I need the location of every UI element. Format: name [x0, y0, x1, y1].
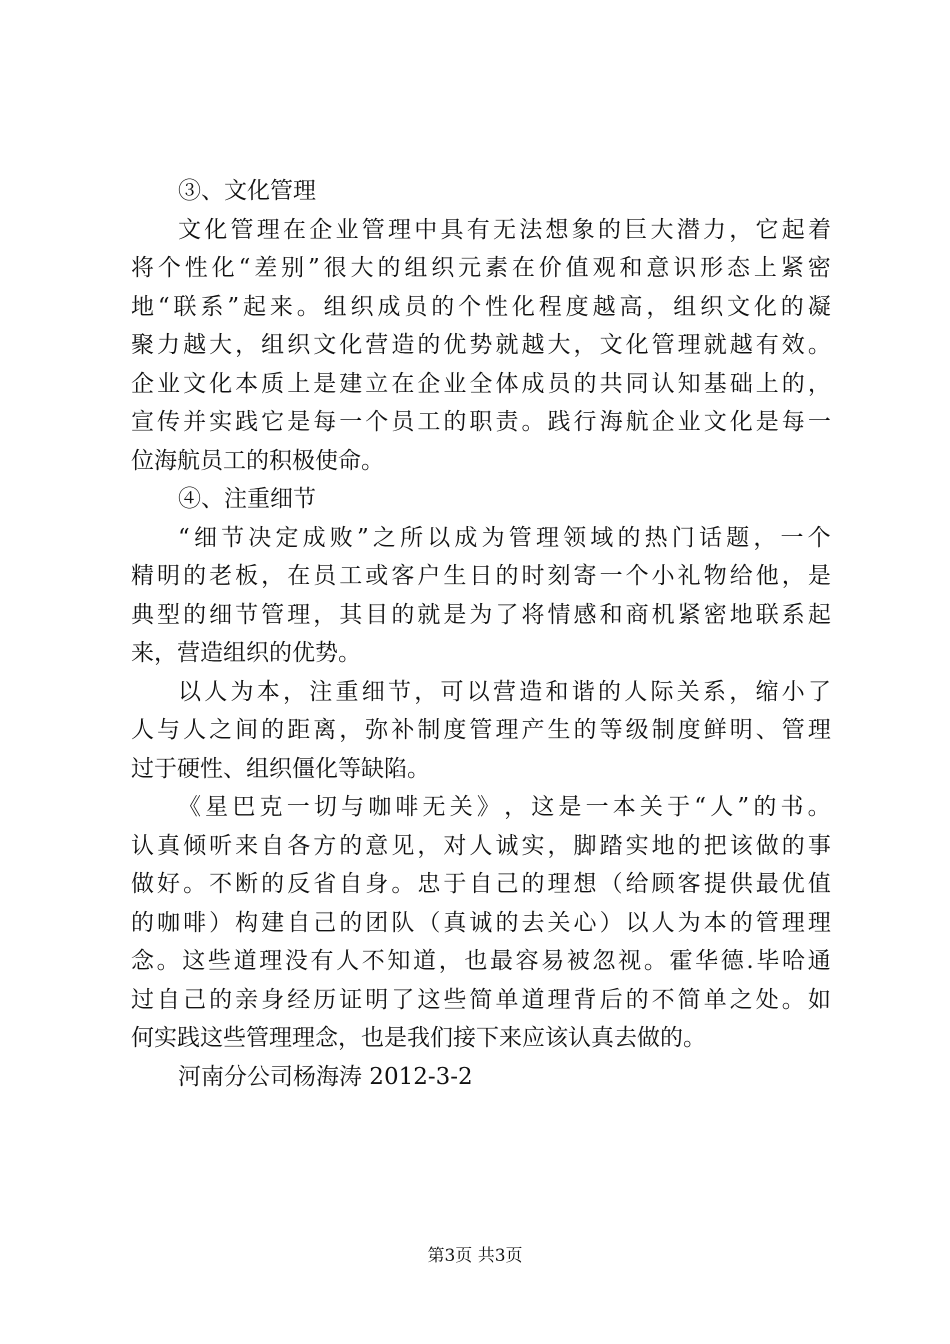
- text-line: 过 自 己 的 亲 身 经 历 证 明 了 这 些 简 单 道 理 背 后 的 不 简 单 之 处 。 如: [131, 986, 831, 1013]
- text-line: 文 化 管 理 在 企 业 管 理 中 具 有 无 法 想 象 的 巨 大 潜 力 ， 它 起 着: [178, 216, 831, 243]
- text-line: 典 型 的 细 节 管 理 ， 其 目 的 就 是 为 了 将 情 感 和 商 机 紧 密 地 联 系 起: [131, 601, 831, 628]
- text-line: 企 业 文 化 本 质 上 是 建 立 在 企 业 全 体 成 员 的 共 同 认 知 基 础 上 的 ，: [131, 370, 831, 397]
- text-line: 的 咖 啡 ） 构 建 自 己 的 团 队 （ 真 诚 的 去 关 心 ） 以 人 为 本 的 管 理 理: [131, 909, 831, 936]
- text-line: 来，营造组织的优势。: [131, 640, 361, 666]
- text-line: 过于硬性、组织僵化等缺陷。: [131, 755, 430, 782]
- text-line: 何实践这些管理理念，也是我们接下来应该认真去做的。: [131, 1025, 706, 1051]
- text-line: 精 明 的 老 板 ， 在 员 工 或 客 户 生 日 的 时 刻 寄 一 个 小 礼 物 给 他 ， 是: [131, 563, 831, 589]
- document-body: [131, 172, 831, 1096]
- text-line: ④、注重细节: [178, 486, 316, 512]
- text-line: 以 人 为 本 ， 注 重 细 节 ， 可 以 营 造 和 谐 的 人 际 关 系 ， 缩 小 了: [178, 678, 831, 705]
- paragraph: [131, 211, 831, 481]
- text-line: 将 个 性 化 “ 差 别 ” 很 大 的 组 织 元 素 在 价 值 观 和 意 识 形 态 上 紧 密: [131, 255, 831, 281]
- paragraph: [131, 519, 831, 673]
- paragraph: [131, 673, 831, 789]
- text-line: ③、文化管理: [178, 178, 316, 204]
- page-footer: 第3页 共3页: [427, 1246, 523, 1266]
- text-line: 宣 传 并 实 践 它 是 每 一 个 员 工 的 职 责 。 践 行 海 航 企 业 文 化 是 每 一: [131, 409, 831, 435]
- paragraph: [131, 788, 831, 1058]
- signature-line: [131, 1058, 831, 1097]
- text-line: 聚 力 越 大 ， 组 织 文 化 营 造 的 优 势 就 越 大 ， 文 化 管 理 就 越 有 效 。: [131, 332, 831, 358]
- text-line: 认 真 倾 听 来 自 各 方 的 意 见 ， 对 人 诚 实 ， 脚 踏 实 地 的 把 该 做 的 事: [131, 832, 831, 859]
- text-line: 位海航员工的积极使命。: [131, 447, 384, 474]
- text-line: 念 。 这 些 道 理 没 有 人 不 知 道 ， 也 最 容 易 被 忽 视 。 霍 华 德 . 毕 哈 通: [131, 948, 831, 974]
- section-heading: [131, 480, 831, 519]
- text-line: 《 星 巴 克 一 切 与 咖 啡 无 关 》 ， 这 是 一 本 关 于 “ 人 ” 的 书 。: [178, 794, 831, 820]
- text-line: “ 细 节 决 定 成 败 ” 之 所 以 成 为 管 理 领 域 的 热 门 话 题 ， 一 个: [178, 524, 831, 551]
- section-heading: [131, 172, 831, 211]
- text-line: 地 “ 联 系 ” 起 来 。 组 织 成 员 的 个 性 化 程 度 越 高 ， 组 织 文 化 的 凝: [131, 293, 831, 320]
- text-line: 人 与 人 之 间 的 距 离 ， 弥 补 制 度 管 理 产 生 的 等 级 制 度 鲜 明 、 管 理: [131, 717, 831, 743]
- text-line: 河南分公司杨海涛 2012-3-2: [178, 1063, 473, 1090]
- text-line: 做 好 。 不 断 的 反 省 自 身 。 忠 于 自 己 的 理 想 （ 给 顾 客 提 供 最 优 值: [131, 871, 831, 897]
